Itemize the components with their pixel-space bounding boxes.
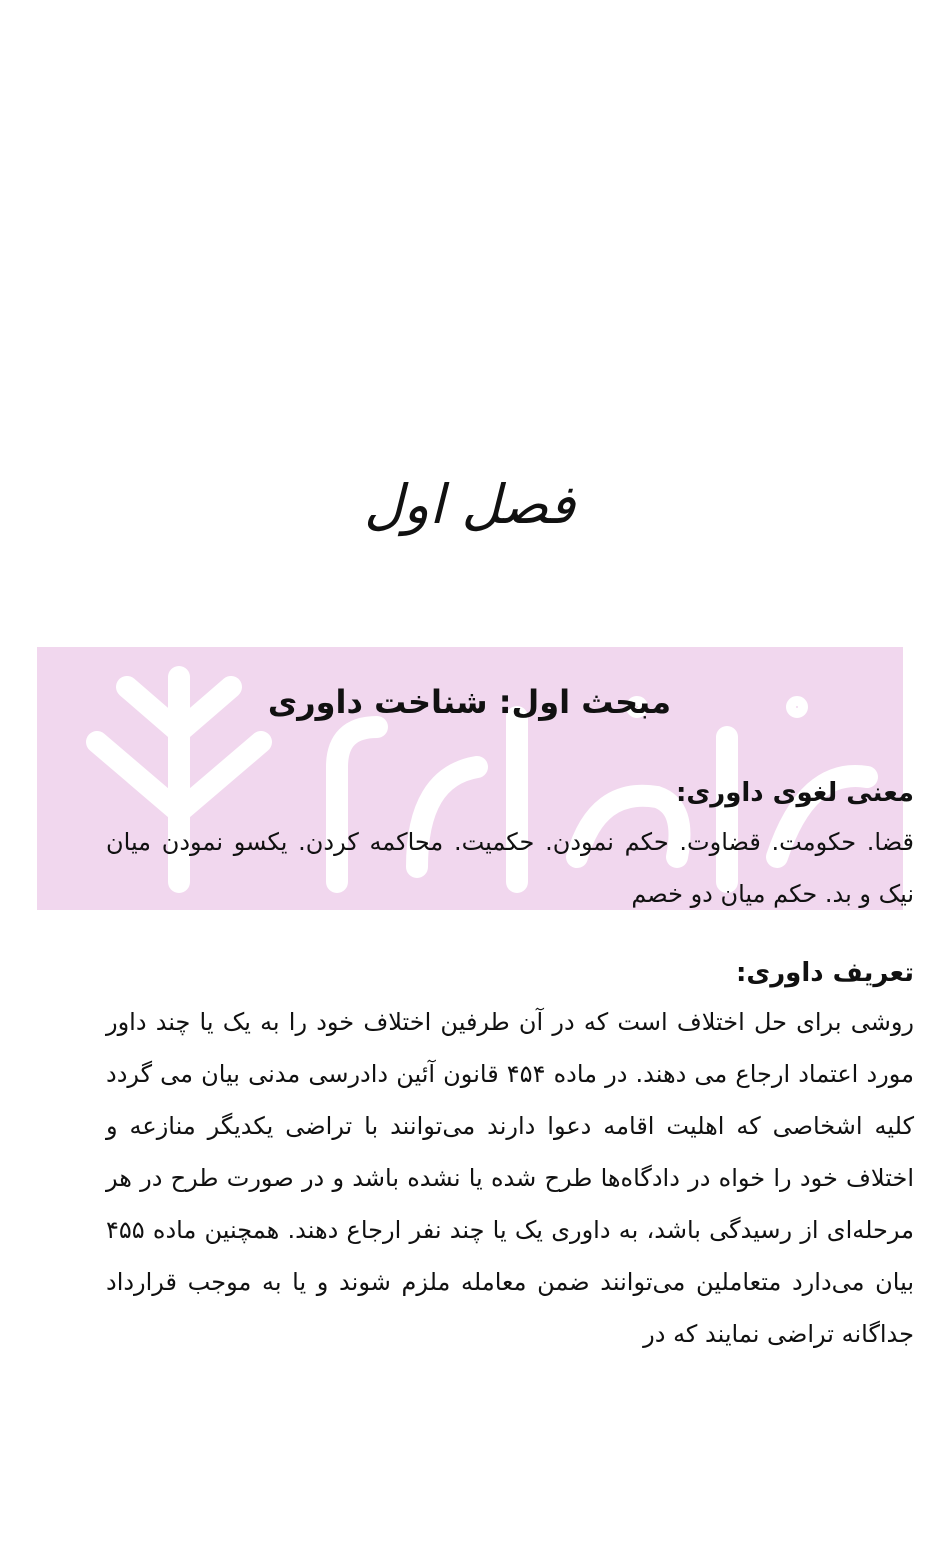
spacer [106,920,914,950]
paragraph-lexical-meaning: قضا. حکومت. قضاوت. حکم نمودن. حکمیت. محاکمه کردن. یکسو نمودن میان نیک و بد. حکم میان دو خصم [106,828,914,908]
chapter-title: فصل اول [363,473,576,536]
heading-definition: تعریف داوری: [735,958,914,988]
heading-lexical-meaning: معنی لغوی داوری: [676,778,914,808]
section-title: مبحث اول: شناخت داوری [267,683,672,721]
page-body [106,770,914,1360]
paragraph-definition: روشی برای حل اختلاف است که در آن طرفین اختلاف خود را به یک یا چند داور مورد اعتماد ارجاع می دهند. در ماده ۴۵۴ قانون آئین دادرسی مدنی بیان می گردد کلیه اشخاصی که اهلیت اقامه دعوا دارند می‌توانند با تراضی یکدیگر منازعه و اختلاف خود را خواه در دادگاه‌ها طرح شده یا نشده باشد و در صورت طرح در هر مرحله‌ای از رسیدگی باشد، به داوری یک یا چند نفر ارجاع دهند. همچنین ماده ۴۵۵ بیان می‌دارد متعاملین می‌توانند ضمن معامله ملزم شوند و یا به موجب قرارداد جداگانه تراضی نمایند که در [106,1008,914,1348]
